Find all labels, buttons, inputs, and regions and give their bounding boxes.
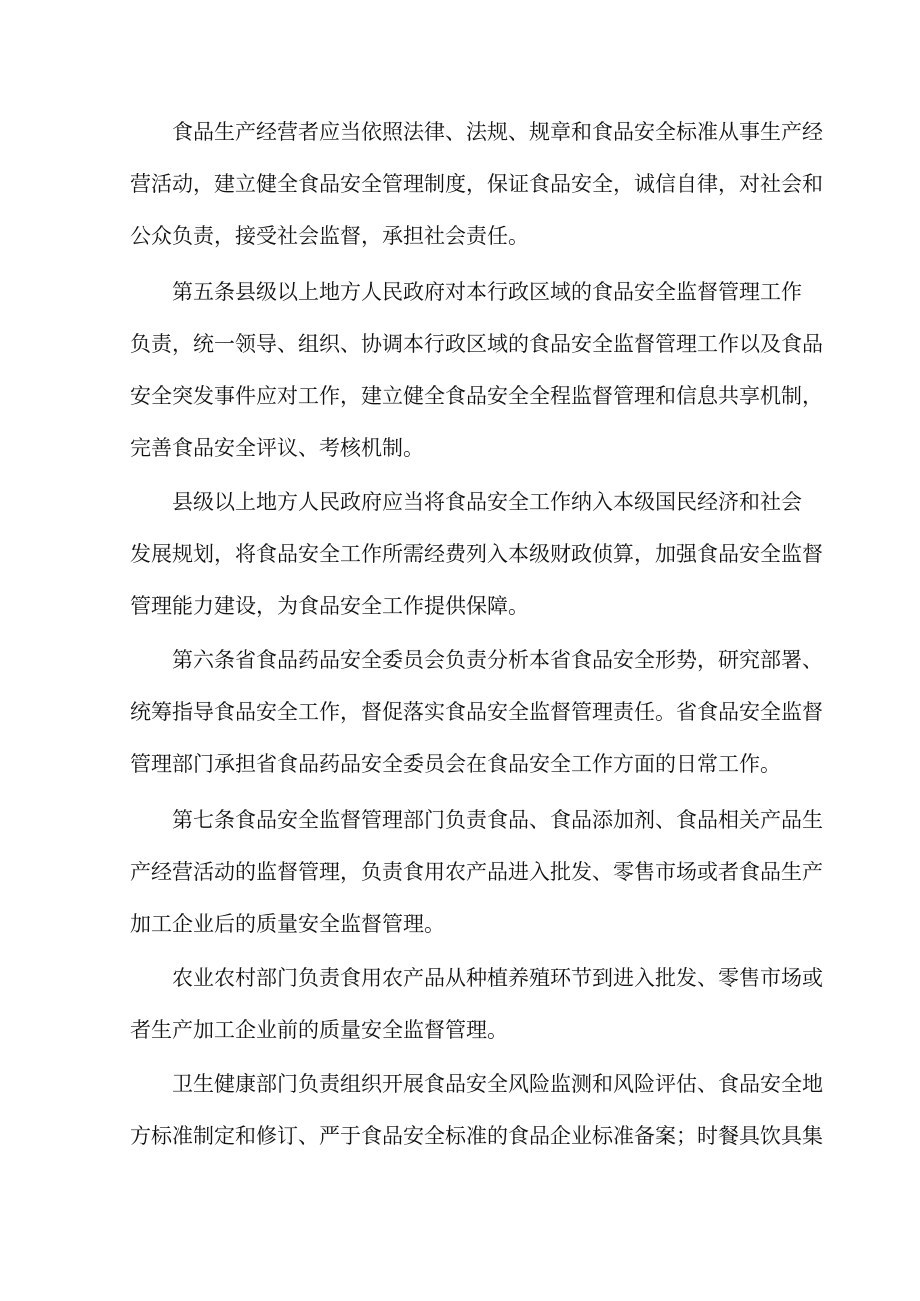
text-line: 第五条县级以上地方人民政府对本行政区域的食品安全监督管理工作 [172, 280, 802, 304]
text-line: 加工企业后的质量安全监督管理。 [130, 912, 445, 936]
text-line: 统筹指导食品安全工作，督促落实食品安全监督管理责任。省食品安全监督 [130, 700, 823, 724]
text-line: 公众负责，接受社会监督，承担社会责任。 [130, 224, 529, 248]
text-line: 营活动，建立健全食品安全管理制度，保证食品安全，诚信自律，对社会和 [130, 172, 823, 196]
text-line: 产经营活动的监督管理，负责食用农产品进入批发、零售市场或者食品生产 [130, 860, 823, 884]
text-line: 安全突发事件应对工作，建立健全食品安全全程监督管理和信息共享机制， [130, 384, 823, 408]
paragraph-county-government [130, 476, 823, 632]
paragraph-article-7 [130, 794, 823, 950]
text-line: 管理部门承担省食品药品安全委员会在食品安全工作方面的日常工作。 [130, 752, 781, 776]
text-line: 县级以上地方人民政府应当将食品安全工作纳入本级国民经济和社会 [172, 490, 802, 514]
text-line: 负责，统一领导、组织、协调本行政区域的食品安全监督管理工作以及食品 [130, 332, 823, 356]
text-line: 方标准制定和修订、严于食品安全标准的食品企业标准备案；时餐具饮具集 [130, 1124, 823, 1148]
paragraph-article-6 [130, 634, 823, 790]
text-line: 管理能力建设，为食品安全工作提供保障。 [130, 594, 529, 618]
paragraph-article-5 [130, 266, 823, 474]
paragraph-health-department [130, 1058, 823, 1162]
text-line: 第六条省食品药品安全委员会负责分析本省食品安全形势，研究部署、 [172, 648, 823, 672]
text-line: 农业农村部门负责食用农产品从种植养殖环节到进入批发、零售市场或 [172, 966, 823, 990]
paragraph-operator-responsibility [130, 106, 823, 262]
text-line: 第七条食品安全监督管理部门负责食品、食品添加剂、食品相关产品生 [172, 808, 823, 832]
text-line: 发展规划，将食品安全工作所需经费列入本级财政侦算，加强食品安全监督 [130, 542, 823, 566]
text-line: 卫生健康部门负责组织开展食品安全风险监测和风险评估、食品安全地 [172, 1072, 823, 1096]
paragraph-agriculture-department [130, 952, 823, 1056]
text-line: 完善食品安全评议、考核机制。 [130, 436, 424, 460]
text-line: 食品生产经营者应当依照法律、法规、规章和食品安全标准从事生产经 [172, 120, 823, 144]
text-line: 者生产加工企业前的质量安全监督管理。 [130, 1018, 508, 1042]
